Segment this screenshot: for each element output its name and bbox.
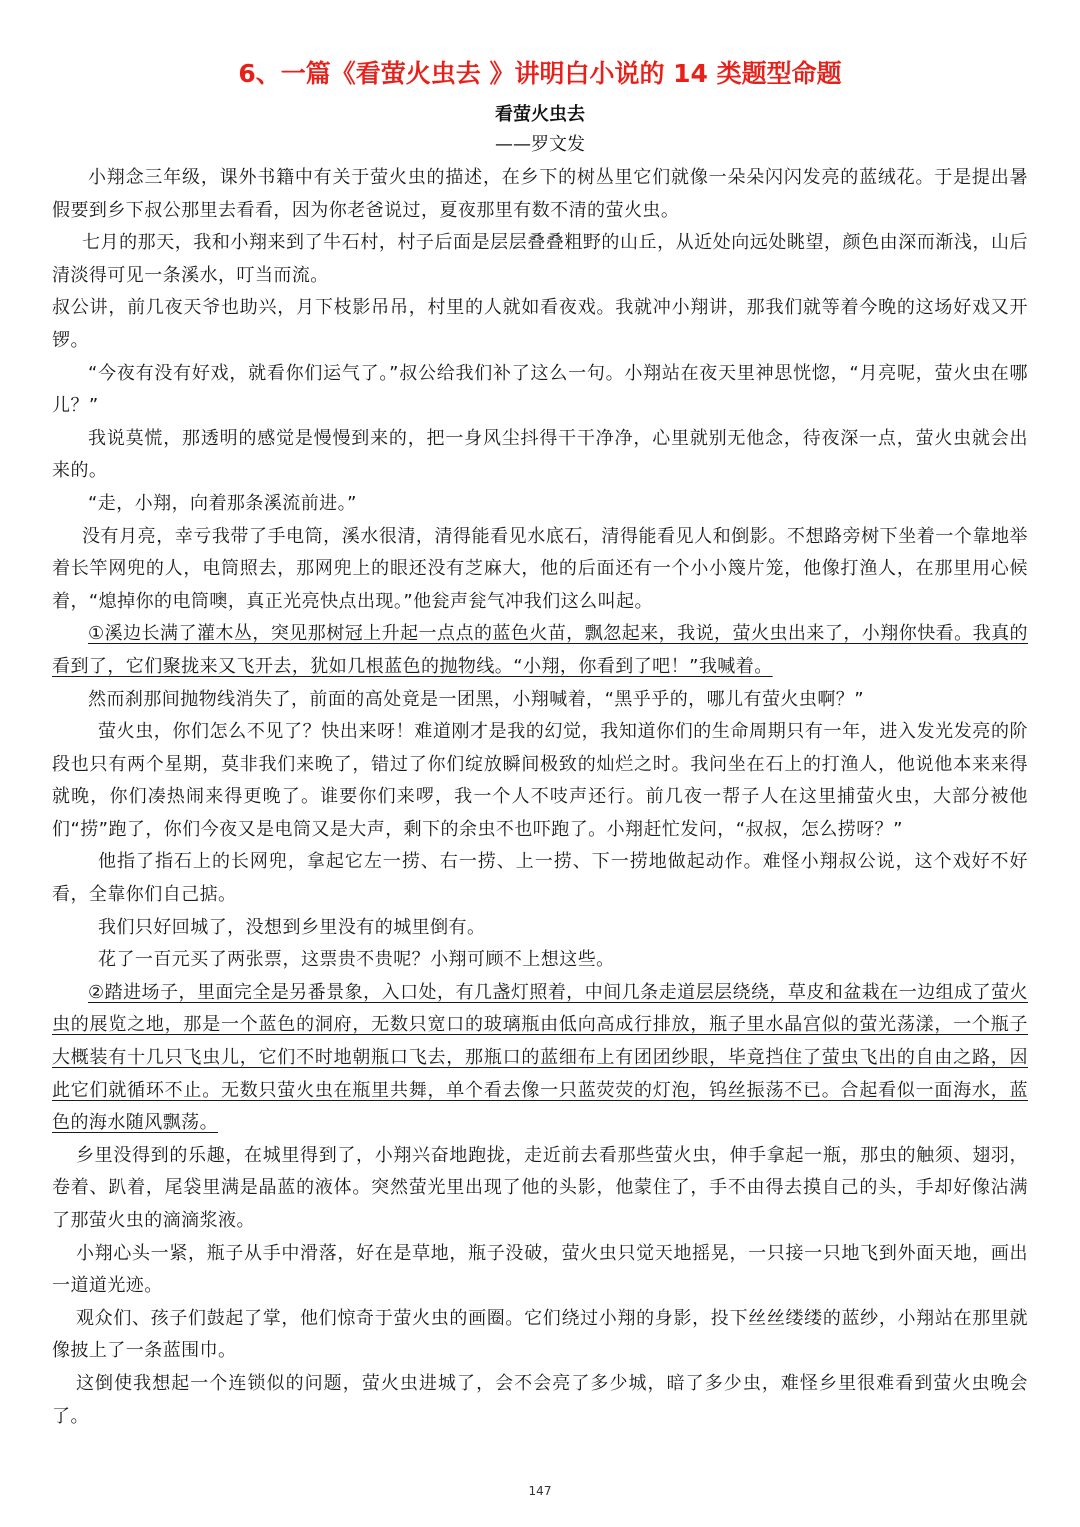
page-number: 147 [528,1484,552,1498]
underlined-passage-1 [52,618,1028,683]
story-author: ——罗文发 [495,134,585,155]
underlined-passage-2 [52,977,1028,1140]
story-title: 看萤火虫去 [495,104,585,125]
paragraph: “走，小翔，向着那条溪流前进。” [88,492,357,514]
paragraph: 叔公讲，前几夜天爷也助兴，月下枝影吊吊，村里的人就如看夜戏。我就冲小翔讲，那我们就等着今晚的这场好戏又开锣。 [52,297,1028,351]
paragraph: 然而刹那间抛物线消失了，前面的高处竟是一团黑，小翔喊着，“黑乎乎的，哪儿有萤火虫啊？” [88,688,864,710]
paragraph: 小翔心头一紧，瓶子从手中滑落，好在是草地，瓶子没破，萤火虫只觉天地摇晃，一只接一只地飞到外面天地，画出一道道光迹。 [52,1242,1028,1297]
paragraph: 观众们、孩子们鼓起了掌，他们惊奇于萤火虫的画圈。它们绕过小翔的身影，投下丝丝缕缕的蓝纱，小翔站在那里就像披上了一条蓝围巾。 [52,1307,1028,1362]
paragraph: 我们只好回城了，没想到乡里没有的城里倒有。 [98,916,486,938]
paragraph: 这倒使我想起一个连锁似的问题，萤火虫进城了，会不会亮了多少城，暗了多少虫，难怪乡里很难看到萤火虫晚会了。 [52,1372,1028,1427]
paragraph: 小翔念三年级，课外书籍中有关于萤火虫的描述，在乡下的树丛里它们就像一朵朵闪闪发亮的蓝绒花。于是提出暑假要到乡下叔公那里去看看，因为你老爸说过，夏夜那里有数不清的萤火虫。 [52,167,1028,221]
paragraph: 我说莫慌，那透明的感觉是慢慢到来的，把一身风尘抖得干干净净，心里就别无他念，待夜深一点，萤火虫就会出来的。 [52,427,1028,482]
paragraph: “今夜有没有好戏，就看你们运气了。”叔公给我们补了这么一句。小翔站在夜天里神思恍惚，“月亮呢，萤火虫在哪儿？” [52,362,1028,417]
paragraph: 萤火虫，你们怎么不见了？快出来呀！难道刚才是我的幻觉，我知道你们的生命周期只有一年，进入发光发亮的阶段也只有两个星期，莫非我们来晚了，错过了你们绽放瞬间极致的灿烂之时。我问坐在石上的打渔人，他说他本来来得就晚，你们凑热闹来得更晚了。谁要你们来啰，我一个人不吱声还行。前几夜一帮子人在这里捕萤火虫，大部分被他们“捞”跑了，你们今夜又是电筒又是大声，剩下的余虫不也吓跑了。小翔赶忙发问，“叔叔，怎么捞呀？” [52,721,1028,840]
underlined-text: ②踏进场子，里面完全是另番景象，入口处，有几盏灯照着，中间几条走道层层绕绕，草皮和盆栽在一边组成了萤火虫的展览之地，那是一个蓝色的洞府，无数只宽口的玻璃瓶由低向高成行排放，瓶子里水晶宫似的萤光荡漾，一个瓶子大概装有十几只飞虫儿，它们不时地朝瓶口飞去，那瓶口的蓝细布上有团团纱眼，毕竟挡住了萤虫飞出的自由之路，因此它们就循环不止。无数只萤火虫在瓶里共舞，单个看去像一只蓝荧荧的灯泡，钨丝振荡不已。合起看似一面海水，蓝色的海水随风飘荡。 [52,981,1028,1134]
paragraph: 花了一百元买了两张票，这票贵不贵呢？小翔可顾不上想这些。 [98,949,615,971]
paragraph: 没有月亮，幸亏我带了手电筒，溪水很清，清得能看见水底石，清得能看见人和倒影。不想路旁树下坐着一个靠地举着长竿网兜的人，电筒照去，那网兜上的眼还没有芝麻大，他的后面还有一个小小篾片笼，他像打渔人，在那里用心候着，“熄掉你的电筒噢，真正光亮快点出现。”他瓮声瓮气冲我们这么叫起。 [52,525,1028,612]
paragraph: 他指了指石上的长网兜，拿起它左一捞、右一捞、上一捞、下一捞地做起动作。难怪小翔叔公说，这个戏好不好看，全靠你们自己掂。 [52,851,1028,906]
story-body [52,162,1028,1433]
paragraph: 七月的那天，我和小翔来到了牛石村，村子后面是层层叠叠粗野的山丘，从近处向远处眺望，颜色由深而渐浅，山后清淡得可见一条溪水，叮当而流。 [52,232,1028,286]
page-title: 6、一篇《看萤火虫去 》讲明白小说的 14 类题型命题 [238,59,842,88]
underlined-text: ①溪边长满了灌木丛，突见那树冠上升起一点点的蓝色火苗，飘忽起来，我说，萤火虫出来了，小翔你快看。我真的看到了，它们聚拢来又飞开去，犹如几根蓝色的抛物线。“小翔，你看到了吧！”我喊着。 [52,623,1028,677]
paragraph: 乡里没得到的乐趣，在城里得到了，小翔兴奋地跑拢，走近前去看那些萤火虫，伸手拿起一瓶，那虫的触须、翅羽，卷着、趴着，尾袋里满是晶蓝的液体。突然萤光里出现了他的头影，他蒙住了，手不由得去摸自己的头，手却好像沾满了那萤火虫的滴滴浆液。 [52,1144,1028,1231]
